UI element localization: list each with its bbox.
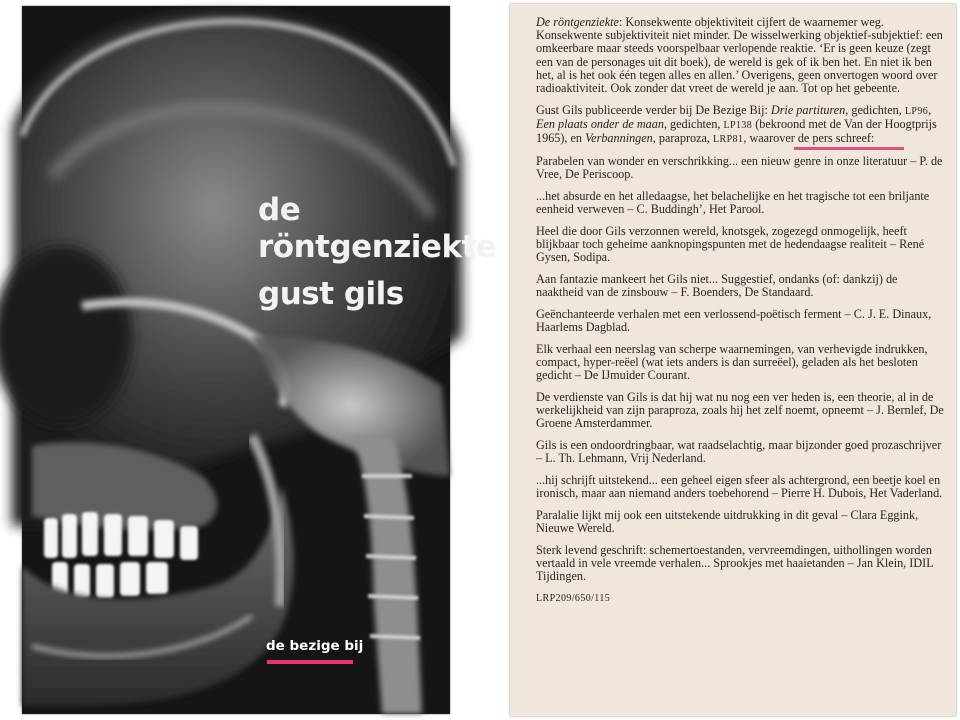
pub-title-verbanningen: Verbanningen	[585, 131, 653, 146]
pub-text-m: , waarover de pers schreef:	[743, 131, 875, 146]
pub-code-lrp81: LRP81	[713, 134, 744, 146]
press-quote: Paralalie lijkt mij ook een uitstekende uitdrukking in dit geval – Clara Eggink, Nieuwe Wereld.	[536, 507, 919, 535]
back-cover	[510, 4, 956, 716]
pub-title-een-plaats: Een plaats onder de maan	[536, 116, 664, 131]
press-quote: De verdienste van Gils is dat hij wat nu nog een ver heden is, een theorie, al in de werkelijkheid van zijn paraproza, zoals hij het zelf noemt, opneemt – J. Bernlef, De Groene Amsterdammer.	[536, 389, 944, 431]
press-quote: Elk verhaal een neerslag van scherpe waarnemingen, van verhevigde indrukken, compact, hyper-reëel (wat iets anders is dan surreëel), geladen als het besloten gedicht – De IJmuider Courant.	[536, 341, 928, 382]
pub-code-lp96: LP96	[904, 105, 929, 117]
front-cover	[22, 6, 497, 714]
pub-title-drie-partituren: Drie partituren	[770, 102, 846, 117]
title-line-1: de	[258, 192, 301, 228]
skull-xray-image	[22, 6, 450, 714]
publications-paragraph	[536, 104, 944, 147]
pub-code-lp138: LP138	[723, 119, 753, 131]
book-title	[258, 192, 496, 266]
catalog-number: LRP209/650/115	[536, 592, 611, 604]
author-name: gust gils	[258, 276, 404, 312]
press-quote: Gils is een ondoordringbaar, wat raadselachtig, maar bijzonder goed prozaschrijver – L. Th. Lehmann, Vrij Nederland.	[536, 437, 942, 465]
pub-text-k: , paraproza,	[652, 131, 714, 146]
intro-title: De röntgenziekte	[536, 15, 619, 29]
pub-text-i: (bekroond met de Van der Hoogtprijs 1965), en	[536, 116, 937, 146]
publisher-accent-bar	[267, 660, 353, 664]
back-cover-text	[536, 16, 944, 605]
press-quote: ...het absurde en het alledaagse, het belachelijke en het tragische tot een briljante eenheid verweven – C. Buddingh’, Het Parool.	[536, 188, 930, 216]
press-quote: Sterk levend geschrift: schemertoestanden, vervreemdingen, uithollingen worden vertaald in vele vreemde verhalen... Sprookjes met haaietanden – Jan Klein, IDIL Tijdingen.	[536, 542, 934, 583]
pub-text-e: ,	[928, 102, 932, 117]
press-quote: Aan fantazie mankeert het Gils niet... Suggestief, ondanks (of: dankzij) de naaktheid van de zinsbouw – F. Boenders, De Standaard.	[536, 271, 898, 299]
pub-text-a: Gust Gils publiceerde verder bij De Bezige Bij:	[536, 102, 771, 117]
press-quote: Heel die door Gils verzonnen wereld, knotsgek, zogezegd onmogelijk, heeft blijkbaar toch geheime aanknopingspunten met de hedendaagse realiteit – René Gysen, Sodipa.	[536, 223, 925, 265]
press-quote: Geënchanteerde verhalen met een verlossend-poëtisch ferment – C. J. E. Dinaux, Haarlems Dagblad.	[536, 306, 932, 334]
publisher-name: de bezige bij	[266, 638, 364, 654]
pub-text-c: , gedichten,	[845, 102, 905, 117]
press-quote: Parabelen van wonder en verschrikking... een nieuw genre in onze literatuur – P. de Vree, De Periscoop.	[536, 153, 943, 182]
press-quote: ...hij schrijft uitstekend... een geheel eigen sfeer als achtergrond, een beetje koel en ironisch, maar aan niemand anders toebehorend – Pierre H. Dubois, Het Vaderland.	[536, 472, 943, 500]
title-line-2: röntgenziekte	[258, 229, 497, 265]
intro-paragraph	[536, 16, 944, 95]
pub-text-g: , gedichten,	[663, 116, 724, 131]
intro-text: : Konsekwente objektiviteit cijfert de waarnemer weg. Konsekwente subjektiviteit niet minder. De wisselwerking objektief-subjektief: een omkeerbare maar steeds voorspelbaar verlopende reaktie. ‘Er is geen keuze (zegt een van de personages uit dit boek), de wereld is gek of ik ben het. En niet ik ben het, al is het ook één tegen alles en allen.’ Overigens, geen onvertogen woord over radioaktiviteit. Ook zonder dat vreet de wereld je aan. Tot op het gebeente.	[536, 15, 943, 96]
